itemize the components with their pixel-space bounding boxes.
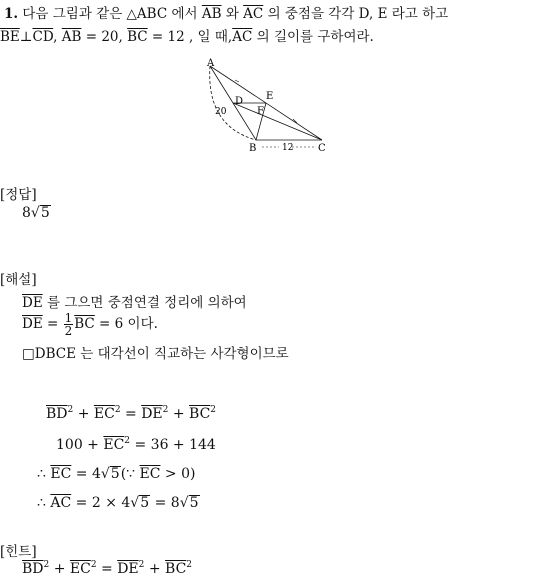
segment-ec: $\overline{EC}$ xyxy=(139,466,161,482)
segment-be: $\overline{BE}$ xyxy=(0,29,20,45)
equals-sign: = xyxy=(101,561,113,577)
equation-3: ∴ $\overline{EC}$ = 4√5(∵ $\overline{EC} > 0$) xyxy=(37,466,196,482)
plus-sign: + xyxy=(148,561,161,577)
equation-text: = 4 xyxy=(75,466,101,482)
label-b: B xyxy=(249,143,257,154)
length-bc: 12 xyxy=(282,143,294,153)
segment-ab: $\overline{AB}$ xyxy=(61,29,82,45)
problem-line-1 xyxy=(4,2,448,22)
radical: 5 xyxy=(189,495,199,511)
exponent: 2 xyxy=(186,560,193,570)
because-text: (∵ xyxy=(120,466,136,482)
segment-ec: $\overline{EC}$ xyxy=(93,406,115,422)
segment-ac: $\overline{AC}$ xyxy=(50,495,72,511)
value-bc: = 12 , 일 때, xyxy=(151,29,233,45)
explanation-line-1 xyxy=(22,291,247,311)
value-ab: = 20, xyxy=(85,29,123,45)
plus-sign: + xyxy=(77,406,90,422)
equation-text: 100 + xyxy=(56,437,99,453)
segment-de: $\overline{DE}$ xyxy=(22,316,43,332)
hint-equation xyxy=(22,561,192,577)
segment-bc: $\overline{BC}$ xyxy=(189,406,211,422)
equation-text: = 2 × 4 xyxy=(75,495,131,511)
equation-text: = 36 + 144 xyxy=(134,437,216,453)
segment-ec: $\overline{EC}$ xyxy=(103,437,125,453)
equation-text: = 8 xyxy=(154,495,180,511)
tick-mark xyxy=(235,80,239,82)
explanation-text: = 6 이다. xyxy=(99,316,158,332)
segment-ac: $\overline{AC}$ xyxy=(243,6,264,22)
segment-cd: $\overline{CD}$ xyxy=(32,29,54,45)
problem-text: , xyxy=(53,29,58,45)
segment-ab: $\overline{AB}$ xyxy=(201,6,222,22)
segment-cd-line xyxy=(233,103,322,140)
problem-number: 1. xyxy=(4,6,19,22)
segment-bd: $\overline{BD}$ xyxy=(22,561,44,577)
exponent: 2 xyxy=(90,560,97,570)
label-a: A xyxy=(207,58,215,69)
segment-ec: $\overline{EC}$ xyxy=(69,561,91,577)
equals-sign: = xyxy=(46,316,59,332)
radical: 5 xyxy=(110,466,120,482)
exponent: 2 xyxy=(114,405,121,415)
segment-bc: $\overline{BC}$ xyxy=(165,561,187,577)
therefore-symbol: ∴ xyxy=(37,466,46,482)
explanation-text: 를 그으면 중점연결 정리에 의하여 xyxy=(46,295,247,311)
fraction-numerator: 1 xyxy=(64,311,73,325)
segment-bc: $\overline{BC}$ xyxy=(74,316,95,332)
problem-text: 와 xyxy=(225,6,239,22)
label-c: C xyxy=(318,143,326,154)
quadrilateral-symbol: □ xyxy=(22,346,35,362)
hint-heading: [힌트] xyxy=(0,544,37,560)
answer-heading: [정답] xyxy=(0,187,37,203)
exponent: 2 xyxy=(162,405,169,415)
fraction-half xyxy=(64,312,74,337)
answer-radical: 5 xyxy=(40,205,50,221)
equation-2 xyxy=(56,437,216,453)
segment-de: $\overline{DE}$ xyxy=(141,406,163,422)
problem-text: 의 중점을 각각 D, E 라고 하고 xyxy=(267,6,449,22)
explanation-heading: [해설] xyxy=(0,272,37,288)
problem-text: 의 길이를 구하여라. xyxy=(256,29,374,45)
segment-de: $\overline{DE}$ xyxy=(117,561,139,577)
exponent: 2 xyxy=(67,405,74,415)
answer-coef: 8 xyxy=(22,205,31,221)
therefore-symbol: ∴ xyxy=(37,495,46,511)
equals-sign: = xyxy=(125,406,137,422)
radical: 5 xyxy=(140,495,150,511)
explanation-line-3 xyxy=(22,342,289,362)
segment-bd: $\overline{BD}$ xyxy=(46,406,68,422)
problem-line-2 xyxy=(0,25,374,45)
perp-symbol: ⊥ xyxy=(19,29,33,45)
label-d: D xyxy=(235,96,244,107)
triangle-figure xyxy=(196,56,336,156)
segment-bc: $\overline{BC}$ xyxy=(127,29,148,45)
plus-sign: + xyxy=(172,406,185,422)
segment-ac: $\overline{AC}$ xyxy=(232,29,253,45)
label-f: F xyxy=(257,106,264,117)
segment-ec: $\overline{EC}$ xyxy=(50,466,72,482)
equation-4: ∴ $\overline{AC} = 2 \times 4√5 = 8√5$ xyxy=(37,495,199,511)
fraction-denominator: 2 xyxy=(64,324,73,338)
segment-de: $\overline{DE}$ xyxy=(22,295,43,311)
exponent: 2 xyxy=(124,436,131,446)
plus-sign: + xyxy=(53,561,66,577)
problem-text: 다음 그림과 같은 △ABC 에서 xyxy=(22,6,198,22)
answer-value: 8√5 xyxy=(22,205,50,221)
label-e: E xyxy=(266,91,274,102)
explanation-text: DBCE 는 대각선이 직교하는 사각형이므로 xyxy=(34,346,289,362)
exponent: 2 xyxy=(210,405,217,415)
exponent: 2 xyxy=(138,560,145,570)
exponent: 2 xyxy=(43,560,50,570)
equation-text: > 0) xyxy=(164,466,196,482)
length-ab: 20 xyxy=(215,107,227,117)
equation-1 xyxy=(46,406,216,422)
explanation-line-2 xyxy=(22,312,158,337)
